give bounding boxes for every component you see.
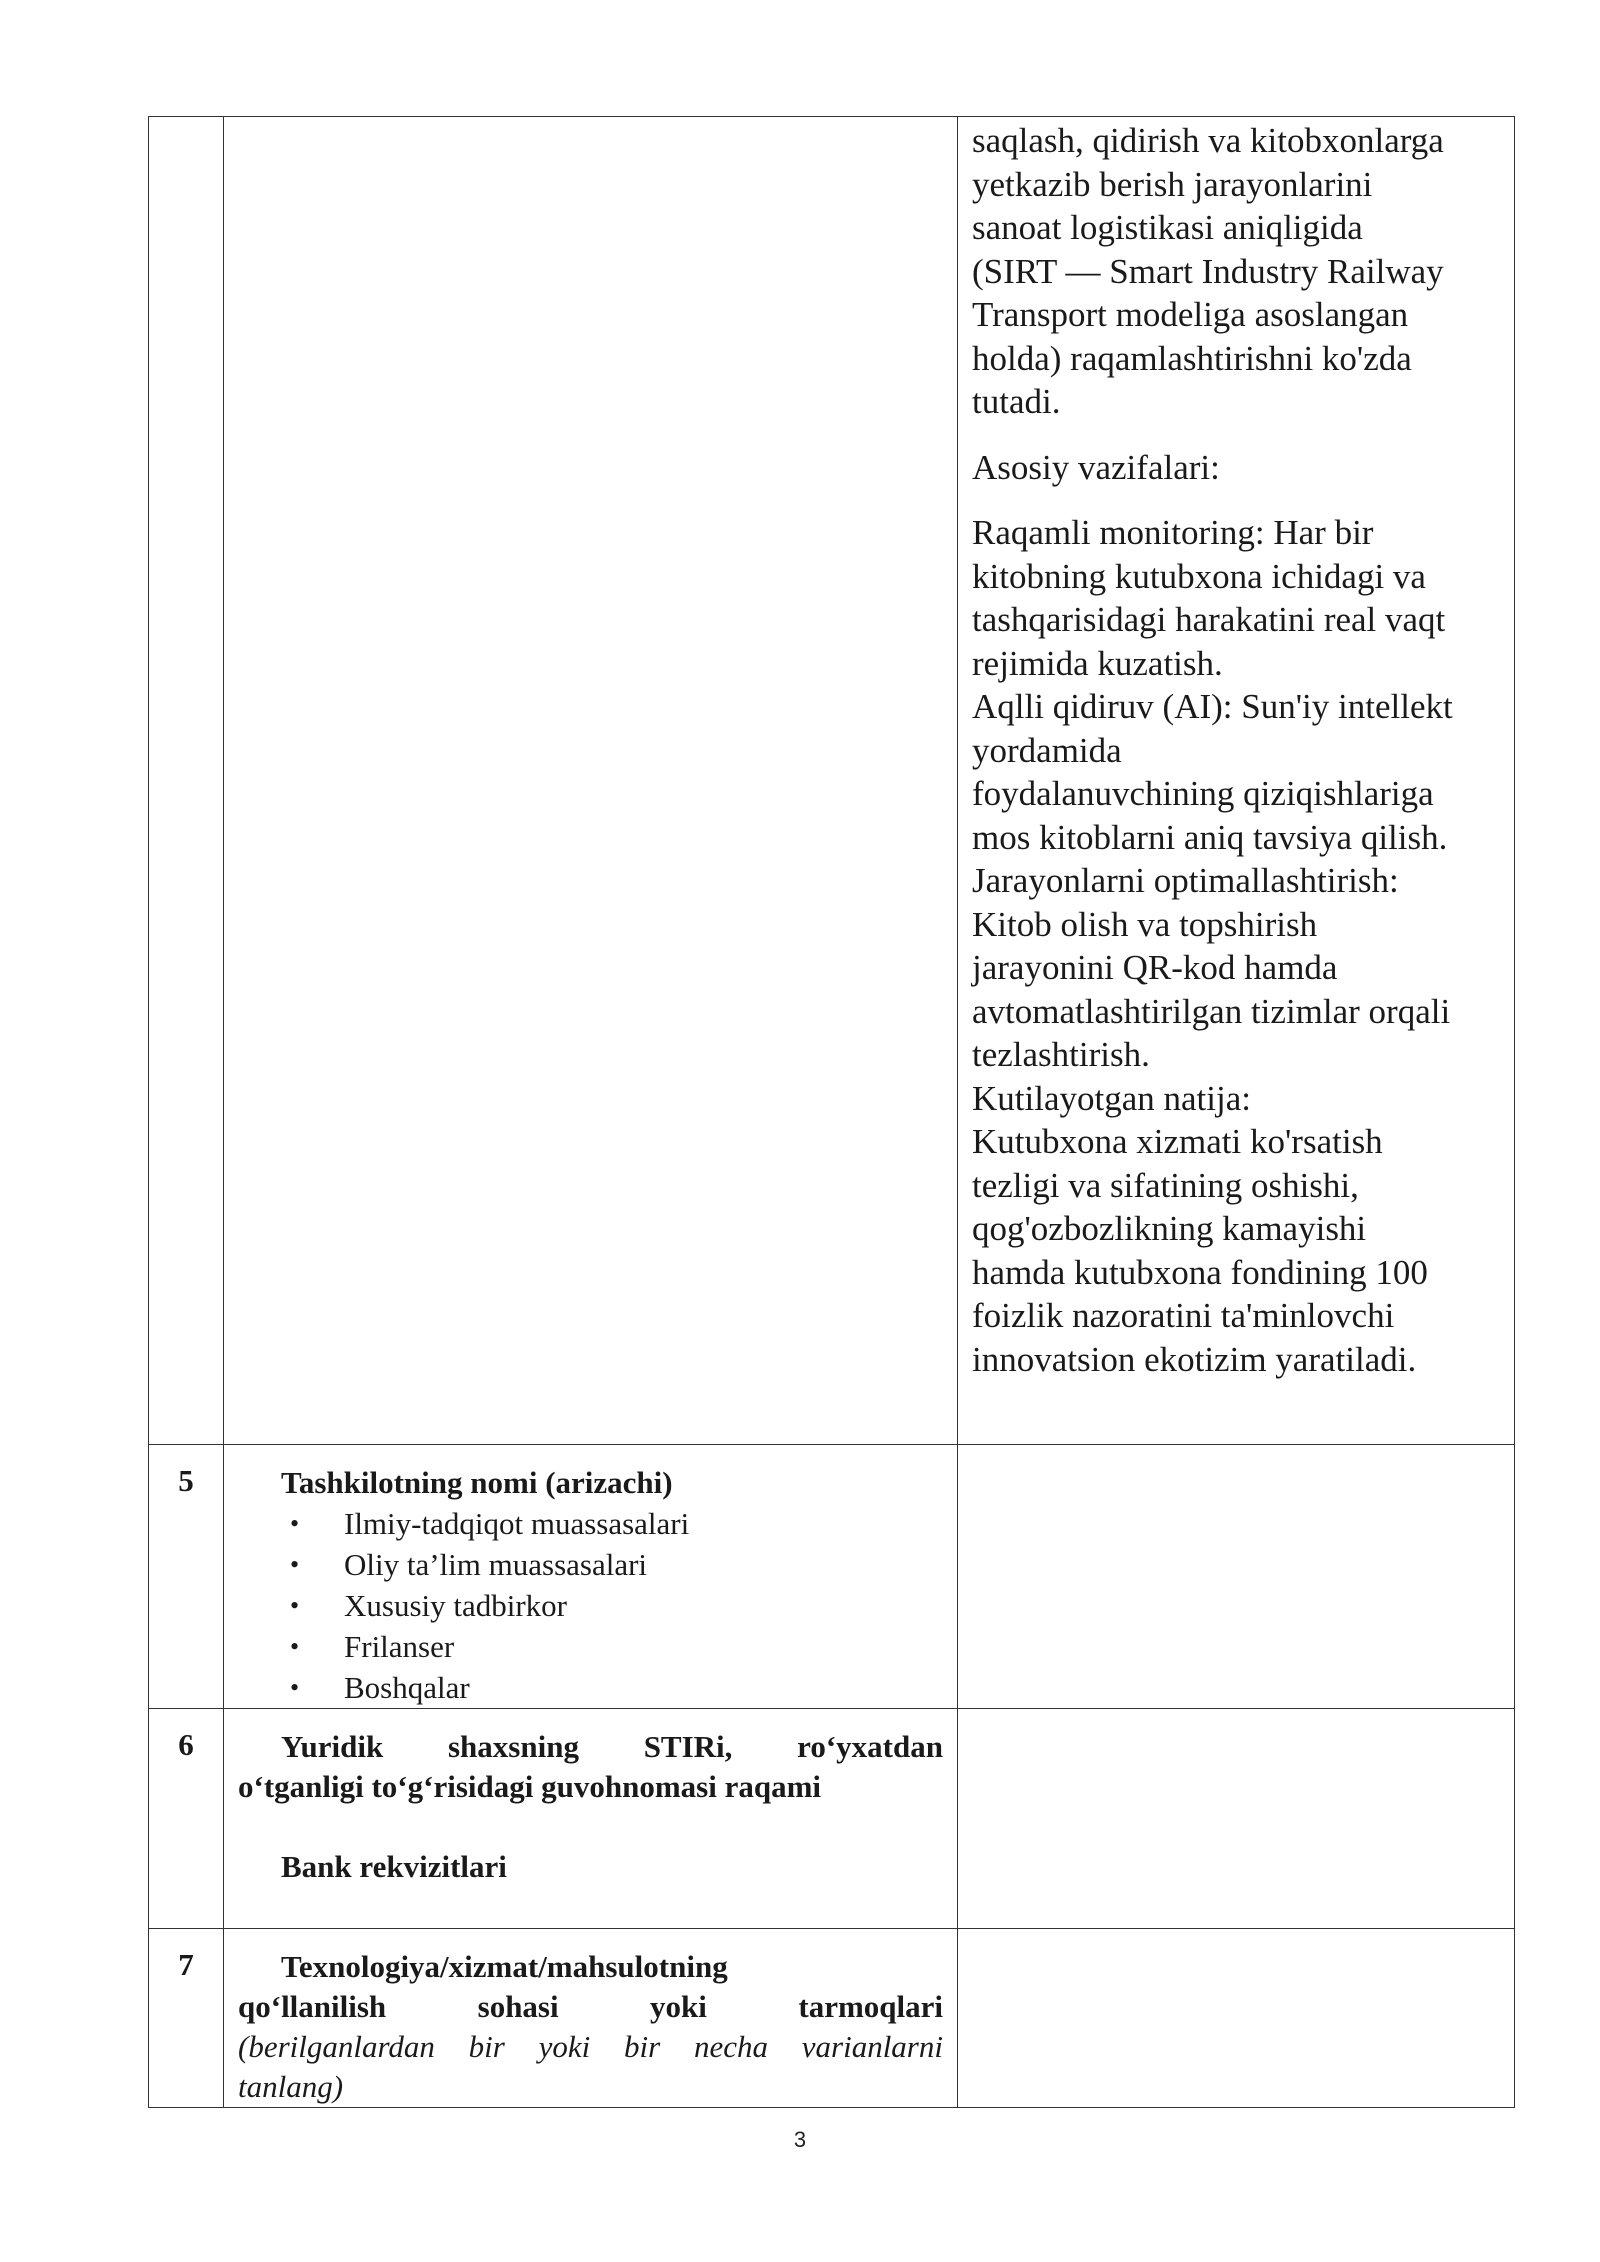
details-line: foizlik nazoratini ta'minlovchi	[972, 1296, 1395, 1335]
details-line: hamda kutubxona fondining 100	[972, 1252, 1428, 1292]
details-line: yordamida	[972, 730, 1122, 770]
details-line: kitobning kutubxona ichidagi va	[972, 556, 1426, 596]
details-line: mos kitoblarni aniq tavsiya qilish.	[972, 817, 1448, 857]
tax-id-heading-line1: Yuridik shaxsning STIRi, ro‘yxatdan	[281, 1729, 943, 1764]
list-item: • Xususiy tadbirkor	[290, 1585, 943, 1626]
description-line: tutadi.	[972, 382, 1061, 421]
row-number: 5	[149, 1445, 224, 1709]
row-number: 7	[149, 1929, 224, 2108]
list-item: • Oliy ta’lim muassasalari	[290, 1544, 943, 1585]
application-area-heading-line1: Texnologiya/xizmat/mahsulotning	[281, 1949, 728, 1984]
application-area-note-line1: (berilganlardan bir yoki bir necha varianlarni	[238, 2029, 943, 2064]
left-cell-empty	[224, 117, 958, 1445]
row-number: 6	[149, 1709, 224, 1929]
description-line: saqlash, qidirish va kitobxonlarga	[972, 121, 1444, 160]
tax-id-cell	[224, 1709, 958, 1929]
tasks-heading: Asosiy vazifalari:	[972, 447, 1220, 487]
bullet-icon: •	[290, 1632, 300, 1661]
bullet-icon: •	[290, 1591, 300, 1620]
details-line: innovatsion ekotizim yaratiladi.	[972, 1339, 1417, 1379]
details-line: tezligi va sifatining oshishi,	[972, 1165, 1359, 1205]
details-line: Kutubxona xizmati ko'rsatish	[972, 1122, 1383, 1161]
details-line: tezlashtirish.	[972, 1035, 1150, 1074]
details-line: foydalanuvchining qiziqishlariga	[972, 774, 1434, 813]
bullet-icon: •	[290, 1673, 300, 1702]
description-line: sanoat logistikasi aniqligida	[972, 208, 1363, 247]
details-line: jarayonini QR-kod hamda	[972, 948, 1338, 987]
application-area-answer-cell[interactable]	[958, 1929, 1515, 2108]
table-row-7	[149, 1929, 1515, 2108]
details-line: tashqarisidagi harakatini real vaqt	[972, 600, 1446, 639]
organization-name-answer-cell[interactable]	[958, 1445, 1515, 1709]
details-line: Aqlli qidiruv (AI): Sun'iy intellekt	[972, 687, 1453, 726]
bullet-icon: •	[290, 1509, 300, 1538]
application-form-table	[148, 116, 1515, 2108]
project-description-cell	[958, 117, 1515, 1445]
details-line: Raqamli monitoring: Har bir	[972, 513, 1374, 552]
organization-name-heading: Tashkilotning nomi (arizachi)	[281, 1465, 673, 1500]
row-number-cell-empty	[149, 117, 224, 1445]
list-item: • Ilmiy-tadqiqot muassasalari	[290, 1503, 943, 1544]
table-row-5	[149, 1445, 1515, 1709]
details-line: Kitob olish va topshirish	[972, 904, 1318, 944]
spacer	[238, 1807, 943, 1847]
table-row-continued	[149, 117, 1515, 1445]
tax-id-answer-cell[interactable]	[958, 1709, 1515, 1929]
list-item: • Boshqalar	[290, 1667, 943, 1708]
description-line: (SIRT — Smart Industry Railway	[972, 251, 1444, 291]
bullet-icon: •	[290, 1550, 300, 1579]
details-line: qog'ozbozlikning kamayishi	[972, 1209, 1367, 1248]
page-number: 3	[793, 2127, 807, 2152]
description-line: Transport modeliga asoslangan	[972, 295, 1409, 334]
organization-type-list	[238, 1503, 943, 1708]
description-line: yetkazib berish jarayonlarini	[972, 164, 1373, 204]
details-line: Kutilayotgan natija:	[972, 1078, 1251, 1118]
organization-name-cell	[224, 1445, 958, 1709]
application-area-cell	[224, 1929, 958, 2108]
details-line: Jarayonlarni optimallashtirish:	[972, 861, 1399, 900]
details-line: avtomatlashtirilgan tizimlar orqali	[972, 991, 1451, 1031]
tax-id-heading-line2: o‘tganligi to‘g‘risidagi guvohnomasi raqami	[238, 1769, 822, 1804]
list-item: • Frilanser	[290, 1626, 943, 1667]
table-row-6	[149, 1709, 1515, 1929]
application-area-heading-line2: qo‘llanilish sohasi yoki tarmoqlari	[238, 1989, 943, 2024]
application-area-note-line2: tanlang)	[238, 2069, 344, 2104]
details-line: rejimida kuzatish.	[972, 643, 1223, 683]
description-line: holda) raqamlashtirishni ko'zda	[972, 338, 1412, 378]
bank-details-heading: Bank rekvizitlari	[281, 1849, 507, 1884]
